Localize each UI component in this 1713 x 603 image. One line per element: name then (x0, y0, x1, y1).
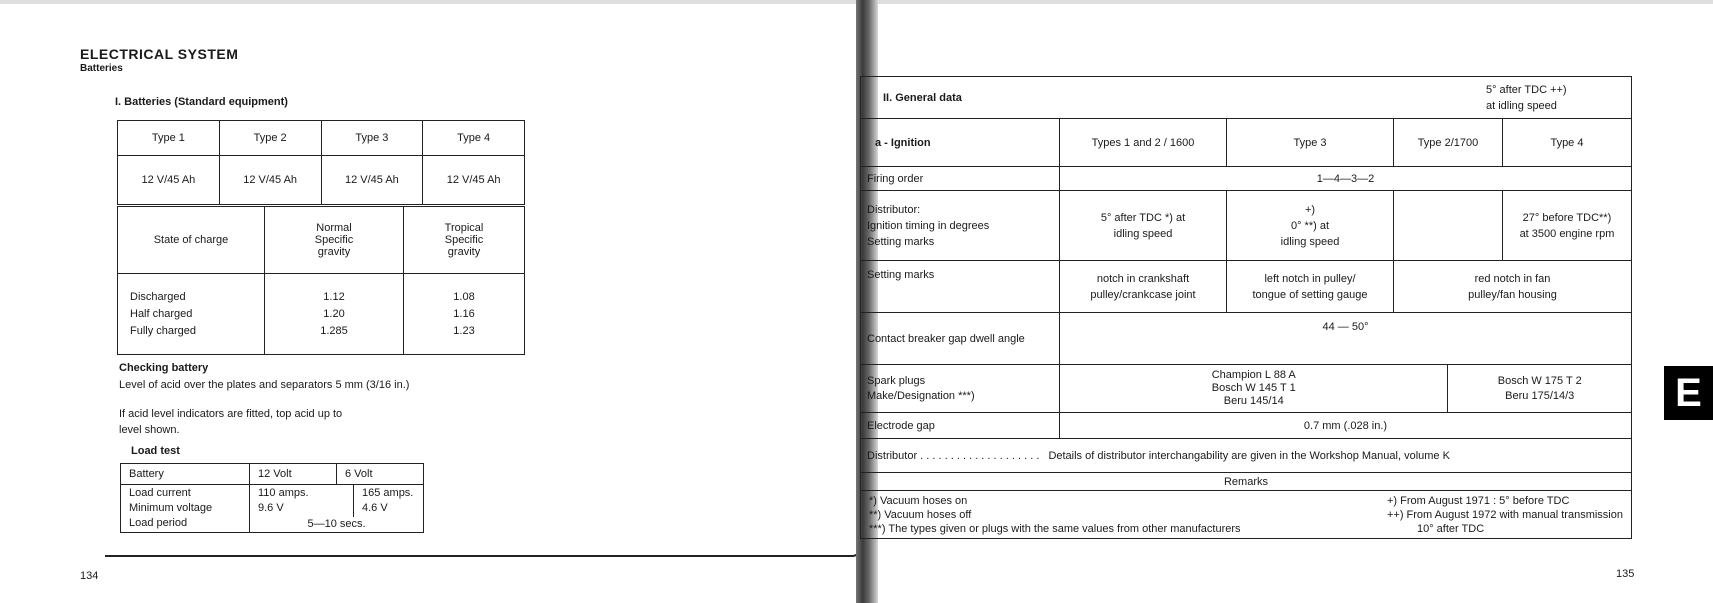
row-label: Ignition timing in degrees (867, 219, 990, 232)
contact-breaker-value: 44 — 50° (1060, 313, 1632, 365)
table-cell (118, 274, 265, 355)
spark-plugs-type-4 (1448, 365, 1632, 413)
value-line: pulley/fan housing (1468, 288, 1557, 301)
page-title: ELECTRICAL SYSTEM (80, 46, 239, 62)
timing-type-2-1700 (1394, 191, 1503, 261)
table-header: State of charge (118, 207, 265, 274)
value-line: 27° before TDC**) (1522, 211, 1612, 224)
row-label: Distributor: (867, 203, 921, 216)
table-row (861, 261, 1632, 313)
general-title: II. General data (861, 77, 1448, 119)
section-title: I. Batteries (Standard equipment) (115, 96, 288, 108)
acid-text-line-2: level shown. (119, 424, 180, 436)
value: 165 amps. (362, 487, 414, 499)
footnote-line: 5° after TDC ++) (1485, 83, 1567, 96)
page-subtitle: Batteries (80, 63, 123, 74)
right-page (860, 0, 1713, 603)
setting-type-3 (1227, 261, 1394, 313)
gravity-value: 1.23 (453, 324, 475, 337)
gravity-value: 1.285 (320, 324, 348, 337)
table-cell (265, 274, 404, 355)
remark-line: ++) From August 1972 with manual transmission (1386, 508, 1623, 521)
table-cell (250, 485, 424, 533)
page-number: 134 (80, 570, 99, 582)
table-header (404, 207, 525, 274)
table-cell: 12 V/45 Ah (423, 156, 525, 205)
header-line: Specific (314, 234, 354, 246)
electrode-gap-value: 0.7 mm (.028 in.) (1060, 413, 1632, 439)
gravity-value: 1.20 (323, 307, 345, 320)
load-test-table (120, 463, 424, 533)
value-line: Beru 175/14/3 (1505, 389, 1575, 402)
table-row (861, 413, 1632, 439)
table-row (861, 167, 1632, 191)
table-cell: 12 V/45 Ah (118, 156, 220, 205)
table-row (118, 121, 525, 156)
timing-type-4 (1502, 191, 1631, 261)
table-cell: 12 V/45 Ah (321, 156, 423, 205)
table-row (118, 274, 525, 355)
table-cell: Type 3 (321, 121, 423, 156)
electrode-gap-label: Electrode gap (861, 413, 1060, 439)
contact-breaker-label: Contact breaker gap dwell angle (861, 313, 1060, 365)
value-line: left notch in pulley/ (1264, 272, 1356, 285)
value-line: at 3500 engine rpm (1519, 227, 1615, 240)
table-cell: Battery (121, 464, 250, 485)
row-label: Setting marks (867, 235, 935, 248)
header-line: Normal (316, 222, 352, 234)
table-cell: Type 2 (219, 121, 321, 156)
general-footnote (1448, 77, 1632, 119)
ignition-label: a - Ignition (861, 119, 1060, 167)
table-cell (404, 274, 525, 355)
col-header: Type 4 (1502, 119, 1631, 167)
row-label: Make/Designation ***) (867, 389, 975, 402)
distributor-labels (861, 191, 1060, 261)
setting-marks-label: Setting marks (861, 261, 1060, 313)
value-line: 5° after TDC *) at (1100, 211, 1186, 224)
row-label: Spark plugs (867, 374, 926, 387)
load-values-row (250, 485, 423, 517)
distributor-label: Distributor . . . . . . . . . . . . . . . . . . . . (867, 449, 1040, 462)
remarks-block (869, 494, 1623, 536)
remarks-right (1387, 494, 1623, 536)
table-row (861, 119, 1632, 167)
remark-line: +) From August 1971 : 5° before TDC (1386, 494, 1570, 507)
remark-line: **) Vacuum hoses off (869, 508, 972, 521)
row-label: Load current (129, 487, 191, 499)
col-header: Type 2/1700 (1394, 119, 1503, 167)
table-cell: 6 Volt (337, 464, 424, 485)
table-row (861, 313, 1632, 365)
remark-line: *) Vacuum hoses on (869, 494, 968, 507)
spark-plugs-label (861, 365, 1060, 413)
load-test-title: Load test (131, 445, 180, 457)
firing-order-label: Firing order (861, 167, 1060, 191)
table-row (861, 491, 1632, 539)
remarks-title: Remarks (861, 473, 1632, 491)
row-label: Load period (129, 517, 188, 529)
firing-order-value: 1—4—3—2 (1060, 167, 1632, 191)
acid-text-line-1: If acid level indicators are fitted, top acid up to (119, 408, 343, 420)
col-header: Type 3 (1227, 119, 1394, 167)
page-number: 135 (1616, 568, 1635, 580)
value: 4.6 V (362, 502, 388, 514)
distributor-row (861, 439, 1632, 473)
table-row (118, 156, 525, 205)
value: 9.6 V (258, 502, 284, 514)
gravity-value: 1.16 (453, 307, 475, 320)
state-label: Fully charged (130, 324, 197, 337)
spark-plugs-value (1060, 365, 1448, 413)
state-of-charge-table (117, 206, 525, 355)
table-row (861, 473, 1632, 491)
footnote-line: at idling speed (1485, 99, 1557, 112)
value-line: idling speed (1113, 227, 1173, 240)
table-cell: Type 4 (423, 121, 525, 156)
col-header: Types 1 and 2 / 1600 (1060, 119, 1227, 167)
setting-type-4 (1394, 261, 1632, 313)
timing-type-3 (1227, 191, 1394, 261)
battery-types-table (117, 120, 525, 205)
table-cell: 12 Volt (250, 464, 337, 485)
checking-text: Level of acid over the plates and separators 5 mm (3/16 in.) (119, 379, 410, 391)
timing-types-1-2 (1060, 191, 1227, 261)
remarks-left (869, 494, 1241, 536)
header-line: Tropical (444, 222, 484, 234)
load-6v (354, 485, 421, 517)
value-line: 0° **) at (1290, 219, 1330, 232)
value-line: pulley/crankcase joint (1090, 288, 1196, 301)
value-line: Bosch W 145 T 1 (1211, 382, 1296, 394)
value-line: +) (1304, 203, 1316, 216)
general-data-table (860, 76, 1632, 539)
gravity-value: 1.12 (323, 290, 345, 303)
section-tab: E (1664, 366, 1713, 420)
value-line: idling speed (1280, 235, 1340, 248)
table-cell (121, 485, 250, 533)
value-line: Beru 145/14 (1223, 395, 1284, 407)
header-line: gravity (317, 246, 351, 258)
table-cell: 12 V/45 Ah (219, 156, 321, 205)
table-cell: Type 1 (118, 121, 220, 156)
setting-types-1-2 (1060, 261, 1227, 313)
table-header (265, 207, 404, 274)
gravity-value: 1.08 (453, 290, 475, 303)
load-period-value: 5—10 secs. (307, 518, 366, 530)
value-line: notch in crankshaft (1096, 272, 1190, 285)
header-line: gravity (447, 246, 481, 258)
load-12v (250, 485, 354, 517)
table-row (861, 365, 1632, 413)
value-line: Champion L 88 A (1211, 369, 1296, 381)
header-line: Specific (444, 234, 484, 246)
value-line: tongue of setting gauge (1252, 288, 1368, 301)
table-row (861, 191, 1632, 261)
value-line: Bosch W 175 T 2 (1497, 374, 1582, 387)
table-row (118, 207, 525, 274)
checking-title: Checking battery (119, 362, 209, 374)
table-row (861, 77, 1632, 119)
value-line: red notch in fan (1474, 272, 1551, 285)
distributor-value: Details of distributor interchangability are given in the Workshop Manual, volume K (1048, 449, 1450, 462)
state-label: Discharged (130, 290, 186, 303)
remark-line: 10° after TDC (1416, 522, 1485, 535)
remark-line: ***) The types given or plugs with the same values from other manufacturers (869, 522, 1241, 535)
row-label: Minimum voltage (129, 502, 213, 514)
value: 110 amps. (258, 487, 309, 499)
table-row (121, 464, 424, 485)
state-label: Half charged (130, 307, 193, 320)
table-row (121, 485, 424, 533)
remarks-cell (861, 491, 1632, 539)
table-row (861, 439, 1632, 473)
